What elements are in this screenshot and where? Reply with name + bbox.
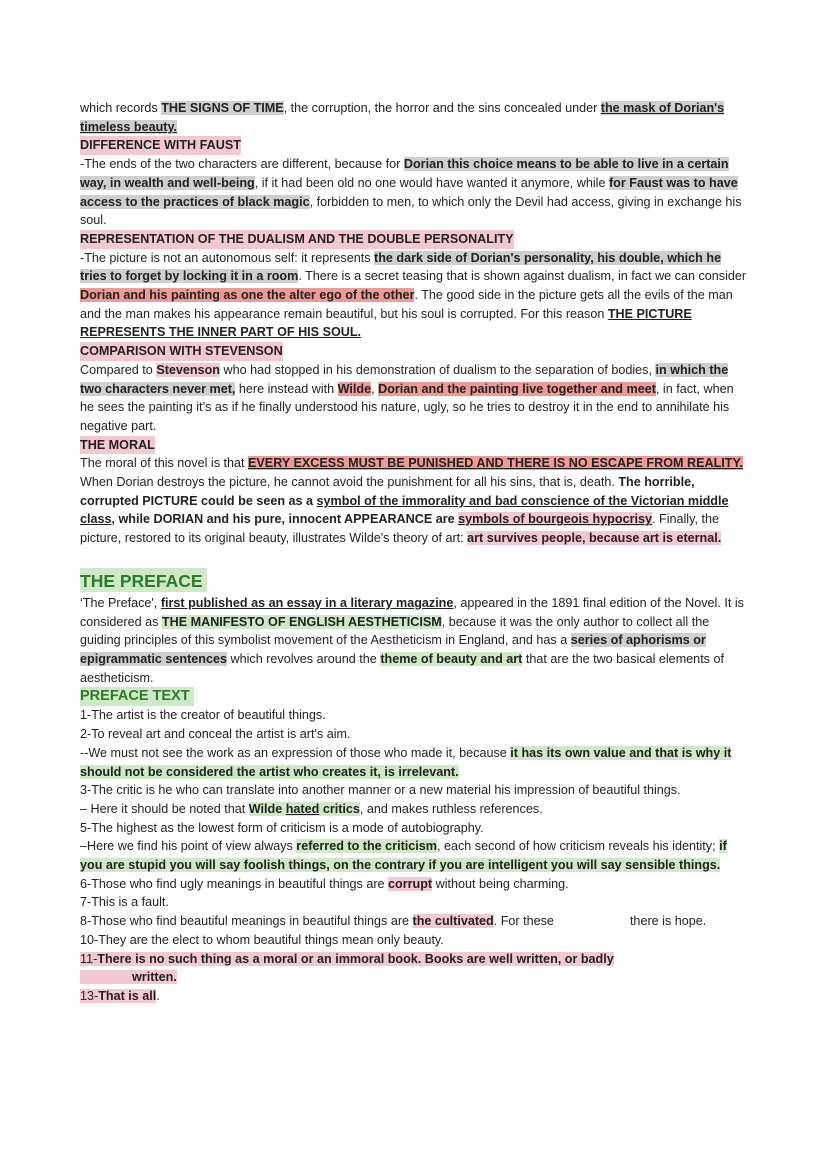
highlight-own-value: it has its own value and that is why it should not be considered the artist who creates it, is irrelevant. <box>80 745 732 779</box>
text: here instead with <box>235 381 338 396</box>
highlight-alter-ego: Dorian and his painting as one the alter ego of the other <box>80 288 415 303</box>
text: -The picture is not an autonomous self: it represents <box>80 250 375 265</box>
paragraph-intro <box>80 99 748 136</box>
highlight-wilde-hated-critics <box>249 802 360 816</box>
paragraph-stevenson <box>80 361 748 436</box>
highlight-corrupt: corrupt <box>388 876 433 891</box>
list-item: 5-The highest as the lowest form of criticism is a mode of autobiography. <box>80 820 484 835</box>
highlight-inner-soul: THE PICTURE REPRESENTS THE INNER PART OF HIS SOUL. <box>80 306 692 340</box>
text: 13- <box>80 988 99 1003</box>
highlight-stevenson: Stevenson <box>156 362 221 377</box>
text: The moral of this novel is that <box>80 456 248 471</box>
text: . <box>156 988 160 1003</box>
text: , because it was the only author to collect all the guiding principles of this symbolist movement of the Aestheticism in England, and has a <box>80 614 710 648</box>
list-item <box>80 800 748 819</box>
text: , appeared in the 1891 final edition of the Novel. It is considered as <box>80 595 744 629</box>
highlight-criticism: referred to the criticism <box>296 839 437 854</box>
text: , <box>371 381 379 396</box>
text-wilde: Wilde <box>248 801 283 816</box>
list-item <box>80 744 748 781</box>
highlight-mask: the mask of Dorian's timeless beauty. <box>80 101 725 134</box>
highlight-first-published: first published as an essay in a literary magazine <box>160 595 454 610</box>
text: , if it had been old no one would have wanted it anymore, while <box>254 175 609 190</box>
text: 11- <box>80 951 98 966</box>
text: . For these <box>493 914 554 929</box>
highlight-hypocrisy: symbols of bourgeois hypocrisy <box>458 512 652 527</box>
highlight-art-survives: art survives people, because art is eternal. <box>467 531 722 546</box>
highlight-dark-side: the dark side of Dorian's personality, his double, which he tries to forget by locking it in a room <box>80 250 722 284</box>
text-bold: , while DORIAN and his pure, innocent APPEARANCE are <box>111 512 459 527</box>
text: which revolves around the <box>227 651 381 666</box>
text-critics: critics <box>322 801 360 816</box>
text: 8-Those who find beautiful meanings in beautiful things are <box>80 914 413 929</box>
highlight-cultivated: the cultivated <box>412 914 494 929</box>
text: , in fact, when he sees the painting it’s as if he finally understood his nature, ugly, so he tries to destroy it in the end to annihilate his negative part. <box>80 381 734 433</box>
text-bold: The horrible, corrupted PICTURE could be seen as a <box>80 475 695 508</box>
text: . The good side in the picture gets all the evils of the man and the man makes his appearance remain beautiful, but his soul is corrupted. For this reason <box>80 288 733 321</box>
highlight-dorian-choice: Dorian this choice means to be able to live in a certain way, in wealth and well-being <box>80 157 729 190</box>
highlight-never-met: in which the two characters never met, <box>80 362 729 396</box>
highlight-symbol-immorality: symbol of the immorality and bad conscience of the Victorian middle class <box>80 493 729 527</box>
text: Compared to <box>80 362 157 377</box>
heading-dualism: REPRESENTATION OF THE DUALISM AND THE DOUBLE PERSONALITY <box>80 230 514 249</box>
text: –Here we find his point of view always <box>80 839 297 854</box>
text: , the corruption, the horror and the sins concealed under <box>283 101 601 115</box>
list-item <box>80 837 748 874</box>
list-item: 3-The critic is he who can translate into another manner or a new material his impression of beautiful things. <box>80 783 681 798</box>
heading-stevenson: COMPARISON WITH STEVENSON <box>80 342 283 361</box>
list-item <box>80 950 620 987</box>
text: there is hope. <box>629 914 707 929</box>
heading-preface: THE PREFACE <box>80 568 207 592</box>
list-item <box>80 987 748 1006</box>
paragraph-moral <box>80 454 748 548</box>
highlight-written: written. <box>132 970 177 985</box>
highlight-signs-of-time: THE SIGNS OF TIME <box>161 101 284 115</box>
paragraph-preface <box>80 594 748 688</box>
text-hated: hated <box>285 801 320 816</box>
heading-preface-text: PREFACE TEXT <box>80 687 194 706</box>
list-item <box>80 912 748 931</box>
text: who had stopped in his demonstration of dualism to the separation of bodies, <box>220 362 656 377</box>
highlight-live-together: Dorian and the painting live together and meet <box>378 381 656 396</box>
paragraph-dualism <box>80 249 748 343</box>
text: 6-Those who find ugly meanings in beautiful things are <box>80 876 389 891</box>
list-item <box>80 875 748 894</box>
highlight-aphorisms: series of aphorisms or epigrammatic sentences <box>80 633 706 666</box>
list-item: 7-This is a fault. <box>80 895 169 910</box>
text: – Here it should be noted that <box>80 801 249 816</box>
text: --We must not see the work as an expression of those who made it, because <box>80 745 511 760</box>
text: When Dorian destroys the picture, he cannot avoid the punishment for all his sins, that is, death. <box>80 475 619 490</box>
list-item: 10-They are the elect to whom beautiful things mean only beauty. <box>80 932 444 947</box>
text: , each second of how criticism reveals his identity; <box>436 839 720 854</box>
highlight-that-is-all: That is all <box>98 988 157 1003</box>
highlight-wilde: Wilde <box>337 381 372 396</box>
text: . Finally, the picture, restored to its original beauty, illustrates Wilde's theory of art: <box>80 512 719 546</box>
text: -The ends of the two characters are different, because for <box>80 157 404 172</box>
highlight-stupid-intelligent: if you are stupid you will say foolish things, on the contrary if you are intelligent you will say sensible things. <box>80 839 727 873</box>
highlight-manifesto: THE MANIFESTO OF ENGLISH AESTHETICISM <box>161 614 442 629</box>
text: , and makes ruthless references. <box>359 801 543 816</box>
paragraph-faust <box>80 155 748 230</box>
highlight-every-excess: EVERY EXCESS MUST BE PUNISHED AND THERE IS NO ESCAPE FROM REALITY. <box>248 456 743 471</box>
text: ‘The Preface', <box>80 595 161 610</box>
list-item: 1-The artist is the creator of beautiful things. <box>80 708 326 723</box>
heading-faust: DIFFERENCE WITH FAUST <box>80 136 241 155</box>
highlight-beauty-art: theme of beauty and art <box>380 651 523 666</box>
text: , forbidden to men, to which only the Devil had access, giving in exchange his soul. <box>80 194 742 228</box>
text: . There is a secret teasing that is shown against dualism, in fact we can consider <box>298 269 747 284</box>
list-item: 2-To reveal art and conceal the artist is art's aim. <box>80 727 351 742</box>
text: which records <box>80 101 162 115</box>
text: without being charming. <box>432 876 569 891</box>
highlight-no-moral-book: There is no such thing as a moral or an immoral book. Books are well written, or badly <box>97 951 614 966</box>
highlight-faust-magic: for Faust was to have access to the practices of black magic <box>80 175 738 209</box>
text: that are the two basical elements of aestheticism. <box>80 651 724 685</box>
heading-moral: THE MORAL <box>80 436 155 455</box>
